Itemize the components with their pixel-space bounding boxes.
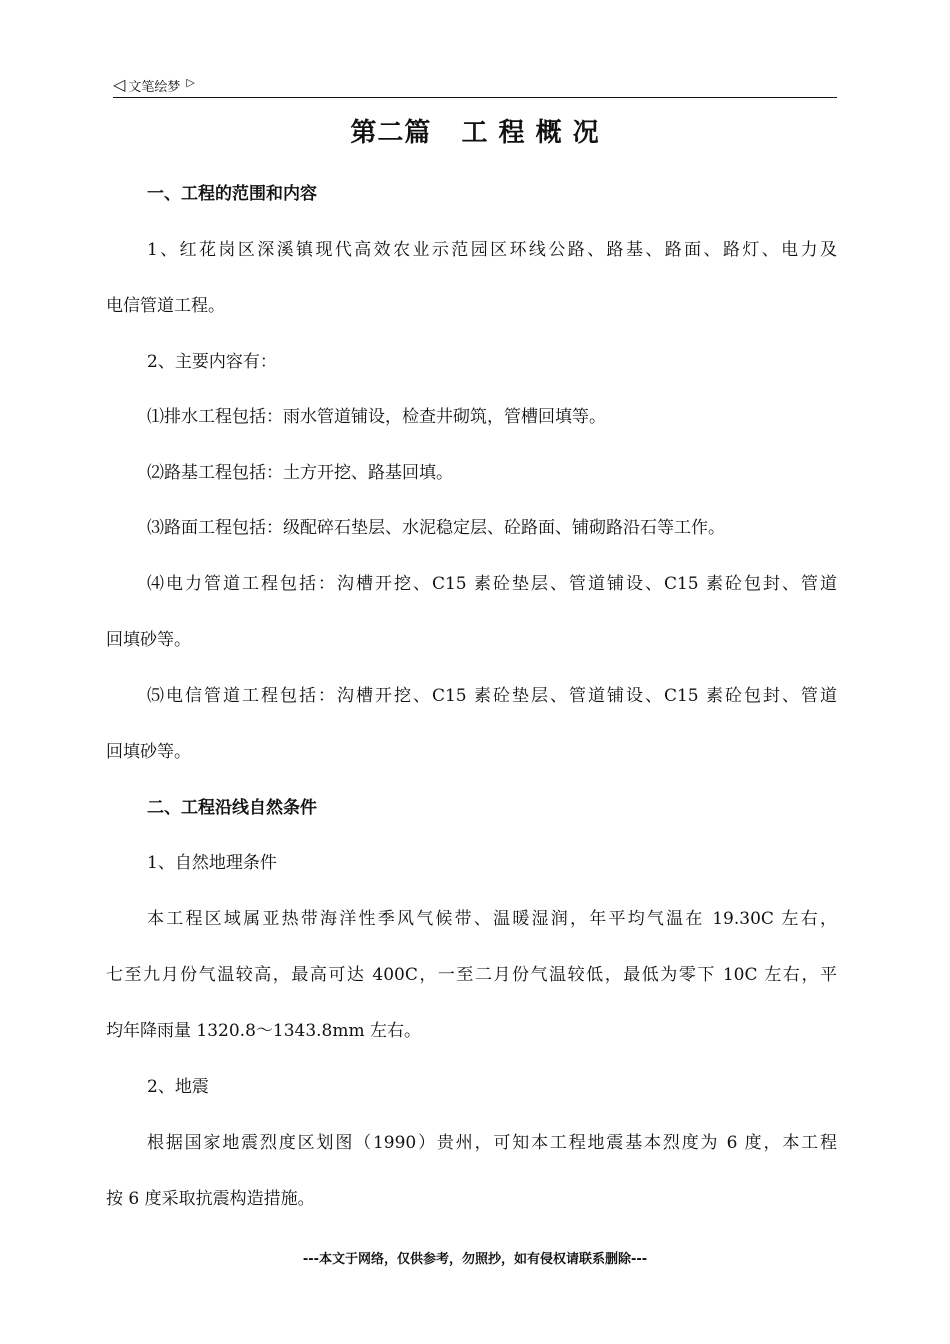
list-item: ⑷电力管道工程包括：沟槽开挖、C15 素砼垫层、管道铺设、C15 素砼包封、管道 <box>147 574 837 594</box>
paragraph-line: 1、红花岗区深溪镇现代高效农业示范园区环线公路、路基、路面、路灯、电力及 <box>147 240 837 260</box>
header-divider <box>113 97 837 98</box>
page-footer-disclaimer: ---本文于网络，仅供参考，勿照抄，如有侵权请联系删除--- <box>302 1252 648 1267</box>
paragraph-line: 电信管道工程。 <box>106 296 225 316</box>
list-item: ⑸电信管道工程包括：沟槽开挖、C15 素砼垫层、管道铺设、C15 素砼包封、管道 <box>147 686 837 706</box>
paragraph-line: 七至九月份气温较高，最高可达 400C，一至二月份气温较低，最低为零下 10C 左右，平 <box>106 965 837 985</box>
paragraph-line: 均年降雨量 1320.8～1343.8mm 左右。 <box>106 1021 422 1041</box>
section-heading-scope: 一、工程的范围和内容 <box>147 184 317 204</box>
paragraph-line: 2、主要内容有： <box>147 352 277 372</box>
paragraph-line: 本工程区域属亚热带海洋性季风气候带、温暖湿润，年平均气温在 19.30C 左右， <box>147 909 837 929</box>
page-header <box>113 74 195 96</box>
triangle-left-icon: ◁ <box>113 75 126 94</box>
triangle-right-icon: ▷ <box>186 75 195 89</box>
subsection-heading: 1、自然地理条件 <box>147 853 277 873</box>
section-heading-conditions: 二、工程沿线自然条件 <box>147 798 317 818</box>
list-item: ⑵路基工程包括：土方开挖、路基回填。 <box>147 463 453 483</box>
list-item-continuation: 回填砂等。 <box>106 630 191 650</box>
list-item: ⑶路面工程包括：级配碎石垫层、水泥稳定层、砼路面、铺砌路沿石等工作。 <box>147 518 725 538</box>
document-title: 第二篇 工 程 概 况 <box>350 118 600 148</box>
paragraph-line: 按 6 度采取抗震构造措施。 <box>106 1189 315 1209</box>
list-item: ⑴排水工程包括：雨水管道铺设，检查井砌筑，管槽回填等。 <box>147 407 606 427</box>
list-item-continuation: 回填砂等。 <box>106 742 191 762</box>
paragraph-line: 根据国家地震烈度区划图（1990）贵州，可知本工程地震基本烈度为 6 度，本工程 <box>147 1133 837 1153</box>
subsection-heading: 2、地震 <box>147 1077 209 1097</box>
header-brand: 文笔绘梦 <box>128 79 181 95</box>
